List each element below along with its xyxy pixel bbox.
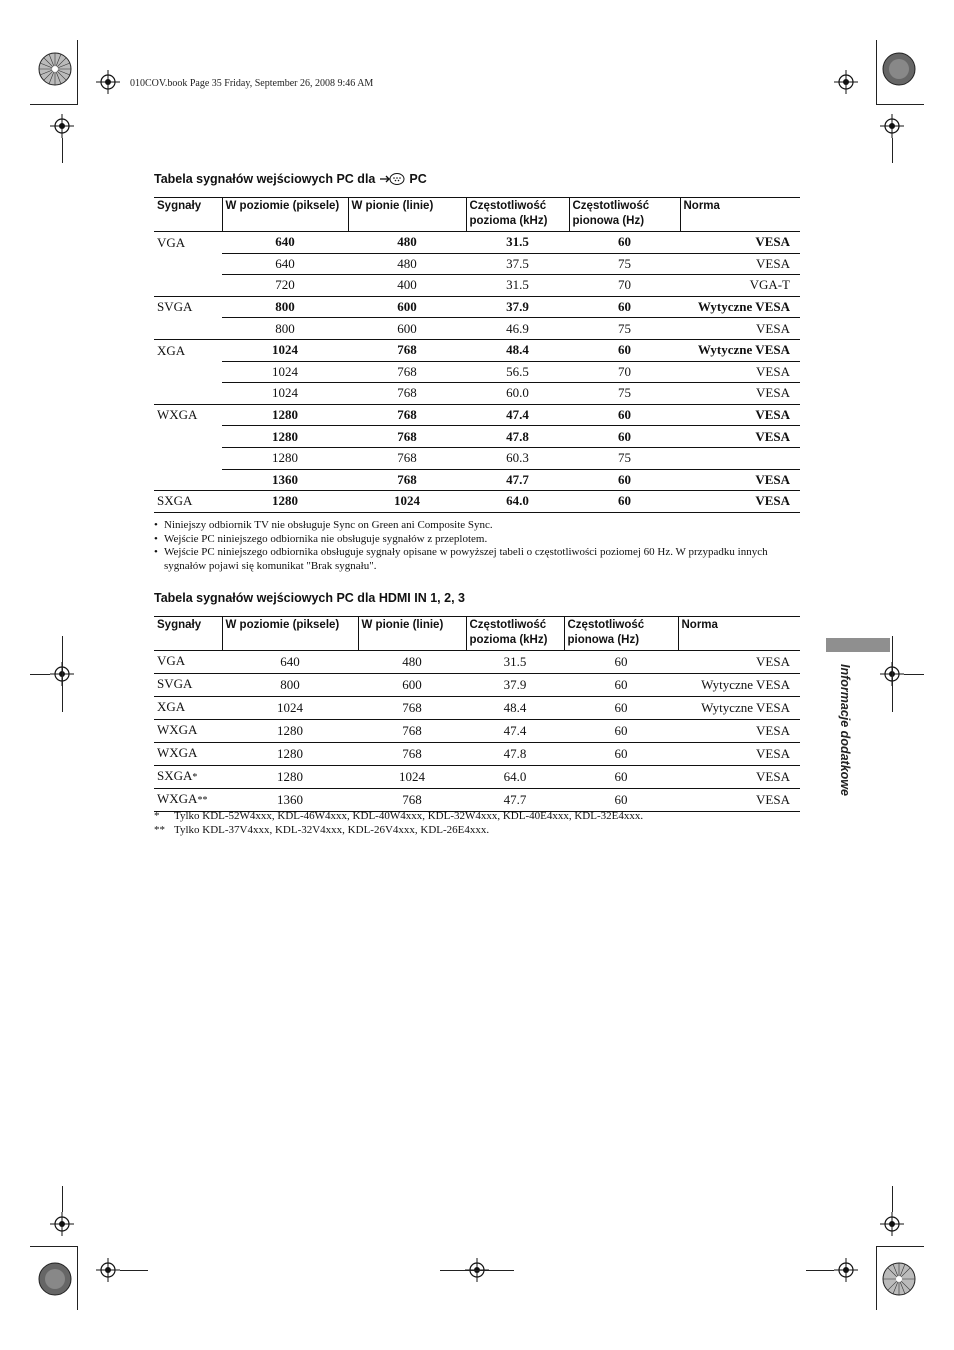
registration-sunburst-bottom-left (38, 1262, 72, 1296)
value-cell: 64.0 (466, 491, 569, 513)
crop-mark (876, 104, 924, 105)
signal-name: SVGA (157, 676, 193, 691)
section-title-text: Tabela sygnałów wejściowych PC dla HDMI IN 1, 2, 3 (154, 591, 465, 605)
value-cell: 768 (358, 720, 466, 743)
value-cell: 48.4 (466, 339, 569, 361)
value-cell: 47.7 (466, 469, 569, 491)
crop-mark (440, 1270, 514, 1271)
crosshair-target (880, 114, 904, 138)
column-header: Sygnały (154, 198, 222, 232)
table-row (154, 789, 800, 812)
value-cell: 1280 (222, 491, 348, 513)
value-cell: 768 (348, 404, 466, 426)
value-cell: 1024 (222, 361, 348, 383)
value-cell: 768 (358, 789, 466, 812)
value-cell: 75 (569, 318, 680, 340)
value-cell: 1024 (222, 697, 358, 720)
crop-mark (876, 1246, 924, 1247)
value-cell: 31.5 (466, 232, 569, 254)
note-item (154, 546, 794, 573)
table-row (154, 339, 800, 361)
value-cell: 37.5 (466, 253, 569, 275)
signal-cell: SXGA (154, 491, 222, 513)
signal-cell (154, 361, 222, 383)
crop-mark (77, 1246, 78, 1310)
table-row (154, 426, 800, 448)
signal-cell (154, 447, 222, 469)
note-text: Wejście PC niniejszego odbiornika obsługuje sygnały opisane w powyższej tabeli o częstotliwości poziomej 60 Hz. W przypadku innych sygnałów pojawi się komunikat "Brak sygnału". (164, 546, 768, 572)
crop-mark (62, 138, 63, 163)
value-cell: 480 (348, 253, 466, 275)
crop-mark (30, 674, 50, 675)
value-cell: 480 (358, 651, 466, 674)
footnote-mark: * (154, 810, 160, 822)
crosshair-target (834, 70, 858, 94)
value-cell: 800 (222, 674, 358, 697)
column-header: W pionie (linie) (358, 617, 466, 651)
side-tab-label: Informacje dodatkowe (838, 664, 852, 796)
crop-mark (62, 1186, 63, 1212)
value-cell: 60 (564, 766, 678, 789)
value-cell: 31.5 (466, 651, 564, 674)
column-header: Częstotliwość pozioma (kHz) (466, 617, 564, 651)
value-cell: 60 (569, 339, 680, 361)
table-header-row (154, 198, 800, 232)
value-cell: 768 (348, 426, 466, 448)
pc-notes (154, 519, 794, 573)
table-row (154, 318, 800, 340)
value-cell: 1280 (222, 766, 358, 789)
value-cell: 60 (569, 469, 680, 491)
table-row (154, 697, 800, 720)
footnote-row (154, 810, 643, 824)
crosshair-target (96, 70, 120, 94)
value-cell: 1280 (222, 404, 348, 426)
value-cell: 60.3 (466, 447, 569, 469)
signal-cell (154, 318, 222, 340)
model-footnotes (154, 810, 643, 837)
value-cell: 75 (569, 447, 680, 469)
value-cell: 1280 (222, 720, 358, 743)
table-row (154, 383, 800, 405)
note-text: Niniejszy odbiornik TV nie obsługuje Sync on Green ani Composite Sync. (164, 519, 493, 531)
note-item (154, 533, 794, 547)
value-cell: 600 (348, 296, 466, 318)
table-row (154, 275, 800, 297)
pc-signal-table (154, 197, 800, 513)
table-row (154, 447, 800, 469)
crop-mark (806, 1270, 834, 1271)
value-cell: 56.5 (466, 361, 569, 383)
value-cell: 768 (348, 447, 466, 469)
value-cell: 37.9 (466, 296, 569, 318)
crop-mark (30, 104, 78, 105)
signal-name: VGA (157, 653, 186, 668)
value-cell: 60 (564, 789, 678, 812)
crop-mark (904, 674, 924, 675)
signal-cell (154, 651, 222, 674)
norm-cell: VESA (680, 383, 800, 405)
registration-sunburst-bottom-right (882, 1262, 916, 1296)
value-cell: 640 (222, 232, 348, 254)
signal-cell: XGA (157, 342, 186, 358)
section-title-suffix: PC (409, 172, 427, 186)
value-cell: 480 (348, 232, 466, 254)
signal-name: WXGA (157, 791, 198, 806)
crosshair-target (96, 1258, 120, 1282)
value-cell: 60 (564, 743, 678, 766)
value-cell: 800 (222, 318, 348, 340)
signal-cell (154, 766, 222, 789)
table-header-row (154, 617, 800, 651)
pc-input-icon (379, 172, 405, 186)
signal-cell (154, 253, 222, 275)
value-cell: 60 (569, 296, 680, 318)
column-header: W poziomie (piksele) (222, 617, 358, 651)
signal-cell (154, 469, 222, 491)
value-cell: 37.9 (466, 674, 564, 697)
value-cell: 1024 (222, 383, 348, 405)
value-cell: 768 (358, 697, 466, 720)
norm-cell: VESA (678, 766, 800, 789)
norm-cell: VESA (680, 404, 800, 426)
value-cell: 75 (569, 253, 680, 275)
crop-mark (876, 1246, 877, 1310)
value-cell: 1360 (222, 469, 348, 491)
table-row (154, 404, 800, 426)
value-cell: 46.9 (466, 318, 569, 340)
crop-mark (892, 1186, 893, 1212)
column-header: W poziomie (piksele) (222, 198, 348, 232)
table-row (154, 296, 800, 318)
crop-mark (892, 138, 893, 163)
value-cell: 600 (348, 318, 466, 340)
table-row (154, 720, 800, 743)
value-cell: 60.0 (466, 383, 569, 405)
value-cell: 1280 (222, 426, 348, 448)
table-row (154, 491, 800, 513)
bullet: • (154, 532, 158, 545)
value-cell: 64.0 (466, 766, 564, 789)
crop-mark (62, 636, 63, 712)
crop-mark (876, 40, 877, 104)
signal-name: SXGA (157, 768, 193, 783)
footnote-mark: ** (154, 823, 165, 836)
norm-cell: VESA (680, 426, 800, 448)
signal-cell (154, 426, 222, 448)
signal-cell (154, 275, 222, 297)
signal-cell: SVGA (157, 299, 193, 315)
value-cell: 60 (569, 491, 680, 513)
table-row (154, 469, 800, 491)
value-cell: 60 (569, 426, 680, 448)
value-cell: 70 (569, 275, 680, 297)
value-cell: 720 (222, 275, 348, 297)
signal-cell (154, 720, 222, 743)
norm-cell: Wytyczne VESA (680, 339, 800, 361)
section-title-prefix: Tabela sygnałów wejściowych PC dla (154, 172, 376, 186)
value-cell: 768 (348, 383, 466, 405)
value-cell: 75 (569, 383, 680, 405)
crosshair-target (50, 1212, 74, 1236)
value-cell: 768 (348, 361, 466, 383)
signal-cell (154, 697, 222, 720)
norm-cell: VESA (680, 232, 800, 254)
value-cell: 60 (569, 232, 680, 254)
value-cell: 1024 (222, 339, 348, 361)
registration-sunburst-top-right (882, 52, 916, 86)
column-header: Częstotliwość pionowa (Hz) (564, 617, 678, 651)
value-cell: 1280 (222, 447, 348, 469)
value-cell: 47.7 (466, 789, 564, 812)
book-header: 010COV.book Page 35 Friday, September 26, 2008 9:46 AM (130, 78, 374, 89)
crop-mark (30, 1246, 78, 1247)
section-title-pc (154, 172, 427, 186)
note-item (154, 519, 794, 533)
value-cell: 47.8 (466, 426, 569, 448)
norm-cell: VESA (680, 491, 800, 513)
bullet: • (154, 546, 158, 558)
norm-cell: VESA (680, 253, 800, 275)
table-row (154, 361, 800, 383)
column-header: Sygnały (154, 617, 222, 651)
value-cell: 31.5 (466, 275, 569, 297)
value-cell: 48.4 (466, 697, 564, 720)
norm-cell: VESA (678, 789, 800, 812)
table-row (154, 232, 800, 254)
norm-cell: Wytyczne VESA (680, 296, 800, 318)
column-header: Norma (680, 198, 800, 232)
norm-cell: VESA (678, 651, 800, 674)
value-cell: 47.4 (466, 720, 564, 743)
footnote-text: Tylko KDL-37V4xxx, KDL-32V4xxx, KDL-26V4xxx, KDL-26E4xxx. (174, 823, 490, 836)
value-cell: 1024 (358, 766, 466, 789)
signal-name: WXGA (157, 722, 198, 737)
norm-cell: VESA (680, 318, 800, 340)
value-cell: 1280 (222, 743, 358, 766)
norm-cell: Wytyczne VESA (678, 674, 800, 697)
signal-cell: VGA (157, 234, 186, 250)
footnote-text: Tylko KDL-52W4xxx, KDL-46W4xxx, KDL-40W4xxx, KDL-32W4xxx, KDL-40E4xxx, KDL-32E4xxx. (174, 810, 644, 822)
bullet: • (154, 519, 158, 531)
norm-cell: VESA (678, 720, 800, 743)
column-header: Norma (678, 617, 800, 651)
signal-cell (154, 383, 222, 405)
hdmi-signal-table (154, 616, 800, 812)
note-text: Wejście PC niniejszego odbiornika nie obsługuje sygnałów z przeplotem. (164, 532, 488, 545)
value-cell: 60 (564, 697, 678, 720)
value-cell: 800 (222, 296, 348, 318)
table-row (154, 253, 800, 275)
value-cell: 1024 (348, 491, 466, 513)
crosshair-target (880, 1212, 904, 1236)
signal-cell: WXGA (157, 407, 198, 423)
norm-cell: VESA (678, 743, 800, 766)
norm-cell: VESA (680, 469, 800, 491)
value-cell: 640 (222, 651, 358, 674)
crop-mark (77, 40, 78, 104)
value-cell: 768 (348, 339, 466, 361)
norm-cell: VGA-T (680, 275, 800, 297)
value-cell: 47.8 (466, 743, 564, 766)
value-cell: 400 (348, 275, 466, 297)
value-cell: 640 (222, 253, 348, 275)
crosshair-target (50, 114, 74, 138)
footnote-mark: ** (197, 795, 208, 806)
signal-name: XGA (157, 699, 186, 714)
value-cell: 768 (358, 743, 466, 766)
column-header: Częstotliwość pozioma (kHz) (466, 198, 569, 232)
table-row (154, 674, 800, 697)
crop-mark (892, 636, 893, 712)
value-cell: 600 (358, 674, 466, 697)
signal-name: WXGA (157, 745, 198, 760)
signal-cell (154, 743, 222, 766)
value-cell: 60 (564, 720, 678, 743)
value-cell: 1360 (222, 789, 358, 812)
value-cell: 60 (564, 651, 678, 674)
column-header: W pionie (linie) (348, 198, 466, 232)
signal-cell (154, 789, 222, 812)
value-cell: 60 (564, 674, 678, 697)
table-row (154, 743, 800, 766)
value-cell: 70 (569, 361, 680, 383)
value-cell: 768 (348, 469, 466, 491)
crosshair-target (834, 1258, 858, 1282)
table-row (154, 766, 800, 789)
signal-cell (154, 674, 222, 697)
norm-cell: Wytyczne VESA (678, 697, 800, 720)
registration-sunburst-top-left (38, 52, 72, 86)
value-cell: 47.4 (466, 404, 569, 426)
norm-cell: VESA (680, 361, 800, 383)
value-cell: 60 (569, 404, 680, 426)
column-header: Częstotliwość pionowa (Hz) (569, 198, 680, 232)
footnote-row (154, 824, 643, 838)
side-tab-bar (826, 638, 890, 652)
table-row (154, 651, 800, 674)
section-title-hdmi (154, 591, 465, 605)
norm-cell (680, 447, 800, 469)
crop-mark (120, 1270, 148, 1271)
footnote-mark: * (192, 772, 198, 783)
